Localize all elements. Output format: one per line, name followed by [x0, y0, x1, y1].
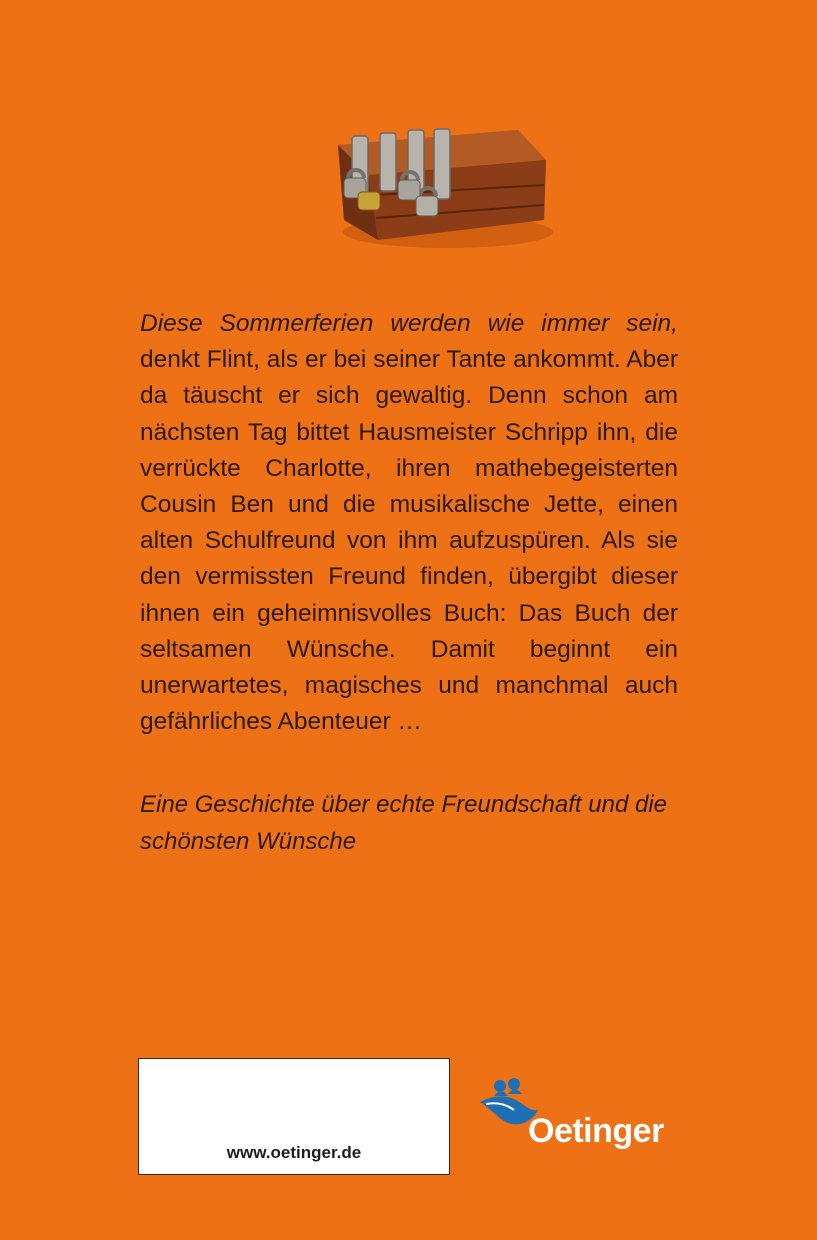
publisher-name: Oetinger — [528, 1112, 664, 1150]
blurb-intro: Diese Sommerferien werden wie immer sein, — [140, 310, 678, 337]
tagline: Eine Geschichte über echte Freundschaft und die schönsten Wünsche — [140, 791, 667, 855]
locked-chest-icon — [318, 100, 558, 250]
blurb-text — [140, 306, 678, 740]
publisher-logo — [478, 1072, 678, 1162]
website-url: www.oetinger.de — [226, 1143, 362, 1162]
blurb-body: denkt Flint, als er bei seiner Tante ankommt. Aber da täuscht er sich gewaltig. Denn schon am nächsten Tag bittet Hausmeister Schripp ihn, die verrückte Charlotte, ihren mathebegeisterten Cousin Ben und die musikalische Jette, einen alten Schulfreund von ihm aufzuspüren. Als sie den vermissten Freund finden, übergibt dieser ihnen ein geheimnisvolles Buch: Das Buch der seltsamen Wünsche. Damit beginnt ein unerwartetes, magisches und manchmal auch gefährliches Abenteuer … — [140, 346, 678, 736]
barcode-box — [138, 1058, 450, 1175]
